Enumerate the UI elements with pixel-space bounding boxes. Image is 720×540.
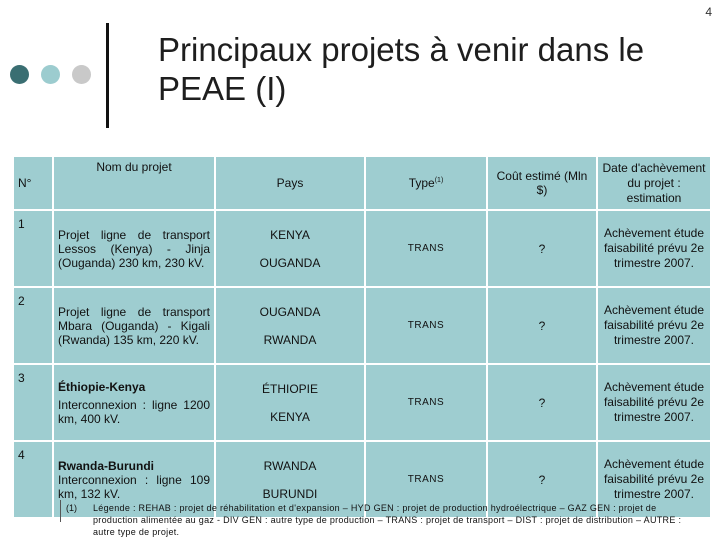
legend-text: Légende : REHAB : projet de réhabilitation et d'expansion – HYD GEN : projet de production hydroélectrique – GAZ GEN : projet de production alimentée au gaz - DIV GEN : autre type de production – TRANS : projet de transport – DIST : projet de distribution – AUTRE : autre type de projet. <box>93 503 682 537</box>
row-num: 3 <box>13 364 53 441</box>
row-project-name: Rwanda-Burundi <box>58 458 154 473</box>
decorative-dot-light <box>41 65 60 84</box>
projects-table <box>12 155 712 519</box>
row-countries <box>215 287 365 364</box>
row-countries <box>215 210 365 287</box>
row-project-detail: Interconnexion : ligne 1200 km, 400 kV. <box>58 397 210 426</box>
legend-divider <box>60 500 61 522</box>
row-cost: ? <box>487 210 597 287</box>
legend-footnote-mark: (1) <box>66 503 77 513</box>
header-pays: Pays <box>215 156 365 210</box>
page-title: Principaux projets à venir dans le PEAE (I) <box>158 31 645 107</box>
row-project-name: Éthiopie-Kenya <box>58 379 146 394</box>
row-country-1: KENYA <box>270 227 310 242</box>
row-type: TRANS <box>365 441 487 518</box>
row-date: Achèvement étude faisabilité prévu 2e trimestre 2007. <box>597 441 711 518</box>
table-row <box>13 210 711 287</box>
row-country-1: ÉTHIOPIE <box>261 381 318 396</box>
decorative-dot-grey <box>72 65 91 84</box>
row-project-name: Projet ligne de transport Lessos (Kenya) - Jinja (Ouganda) 230 km, 230 kV. <box>53 210 215 287</box>
row-type: TRANS <box>365 287 487 364</box>
row-type: TRANS <box>365 210 487 287</box>
decorative-dot-dark <box>10 65 29 84</box>
row-project-name-cell <box>53 364 215 441</box>
header-type-footnote: (1) <box>434 177 444 184</box>
row-cost: ? <box>487 287 597 364</box>
row-project-name: Projet ligne de transport Mbara (Ouganda) - Kigali (Rwanda) 135 km, 220 kV. <box>53 287 215 364</box>
row-country-2: KENYA <box>270 409 310 424</box>
header-cout: Coût estimé (Mln $) <box>487 156 597 210</box>
table-row <box>13 364 711 441</box>
header-type <box>365 156 487 210</box>
row-project-detail: Interconnexion : ligne 109 km, 132 kV. <box>58 472 210 501</box>
row-cost: ? <box>487 364 597 441</box>
header-type-label: Type <box>408 176 435 190</box>
row-type: TRANS <box>365 364 487 441</box>
header-num: N° <box>13 156 53 210</box>
row-country-1: RWANDA <box>263 458 317 473</box>
row-country-1: OUGANDA <box>259 304 321 319</box>
row-country-2: BURUNDI <box>262 486 318 501</box>
row-num: 1 <box>13 210 53 287</box>
table-header-row <box>13 156 711 210</box>
row-country-2: OUGANDA <box>259 255 321 270</box>
row-countries <box>215 364 365 441</box>
header-name: Nom du projet <box>53 156 215 210</box>
row-date: Achèvement étude faisabilité prévu 2e trimestre 2007. <box>597 364 711 441</box>
title-divider <box>106 23 109 128</box>
header-date: Date d'achèvement du projet : estimation <box>597 156 711 210</box>
row-cost: ? <box>487 441 597 518</box>
page-number: 4 <box>705 5 712 19</box>
row-num: 2 <box>13 287 53 364</box>
table-row <box>13 287 711 364</box>
row-country-2: RWANDA <box>263 332 317 347</box>
row-date: Achèvement étude faisabilité prévu 2e trimestre 2007. <box>597 287 711 364</box>
row-num: 4 <box>13 441 53 518</box>
row-date: Achèvement étude faisabilité prévu 2e trimestre 2007. <box>597 210 711 287</box>
